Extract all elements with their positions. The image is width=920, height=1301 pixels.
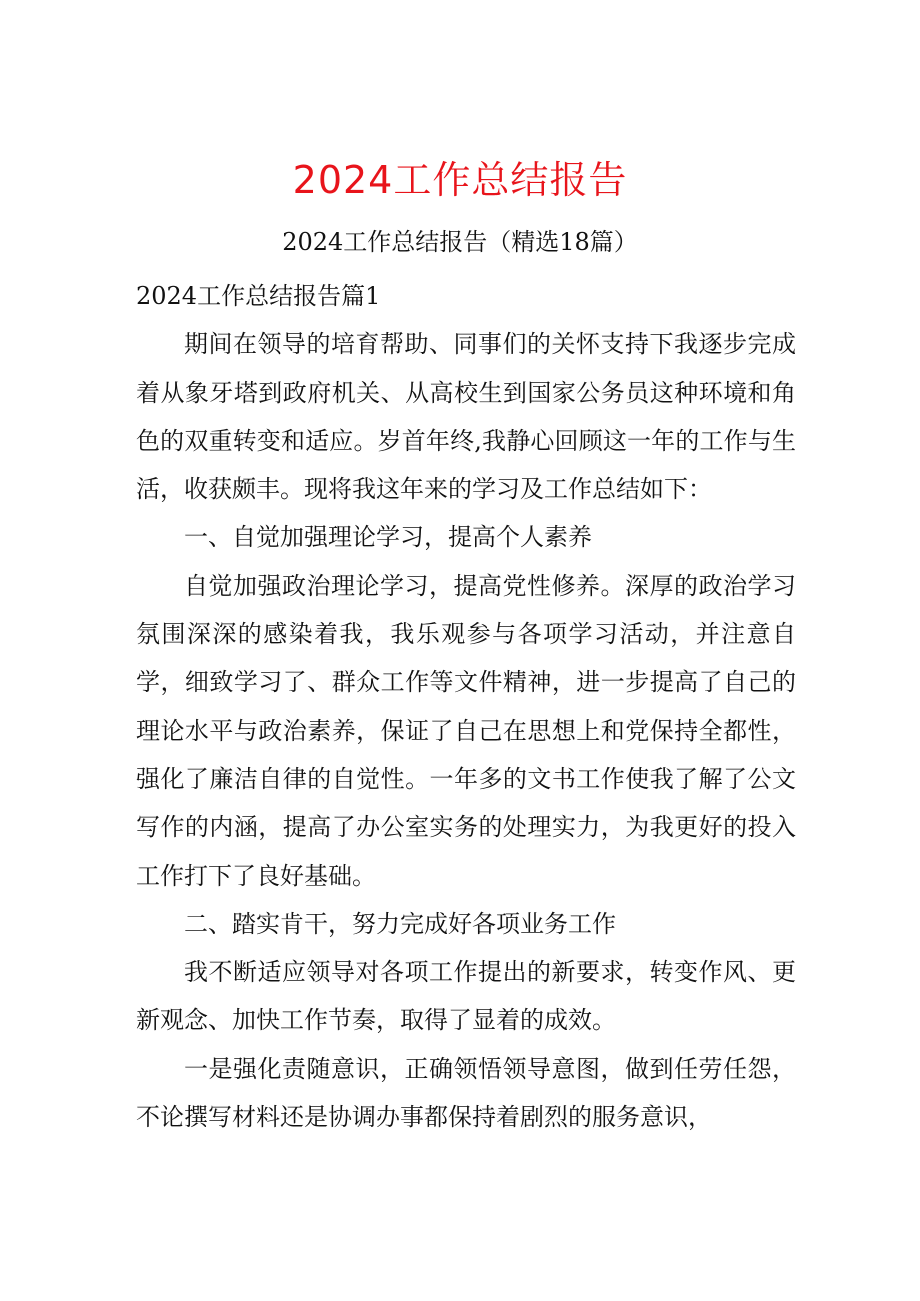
paragraph: 我不断适应领导对各项工作提出的新要求，转变作风、更新观念、加快工作节奏，取得了显着的成效。 [136, 958, 796, 1035]
document-body [136, 272, 796, 1141]
section-subheading: 一、自觉加强理论学习，提高个人素养 [184, 523, 592, 552]
document-subtitle: 2024工作总结报告（精选18篇） [282, 228, 638, 256]
section-heading: 2024工作总结报告篇1 [136, 282, 381, 310]
paragraph: 自觉加强政治理论学习，提高党性修养。深厚的政治学习氛围深深的感染着我，我乐观参与各项学习活动，并注意自学，细致学习了、群众工作等文件精神，进一步提高了自己的理论水平与政治素养，保证了自己在思想上和党保持全都性，强化了廉洁自律的自觉性。一年多的文书工作使我了解了公文写作的内涵，提高了办公室实务的处理实力，为我更好的投入工作打下了良好基础。 [136, 571, 796, 890]
paragraph: 一是强化责随意识，正确领悟领导意图，做到任劳任怨，不论撰写材料还是协调办事都保持着剧烈的服务意识， [136, 1054, 796, 1132]
paragraph: 期间在领导的培育帮助、同事们的关怀支持下我逐步完成着从象牙塔到政府机关、从高校生到国家公务员这种环境和角色的双重转变和适应。岁首年终,我静心回顾这一年的工作与生活，收获颇丰。现将我这年来的学习及工作总结如下： [136, 330, 796, 504]
document-title: 2024工作总结报告 [292, 158, 628, 202]
section-subheading: 二、踏实肯干，努力完成好各项业务工作 [184, 909, 616, 938]
